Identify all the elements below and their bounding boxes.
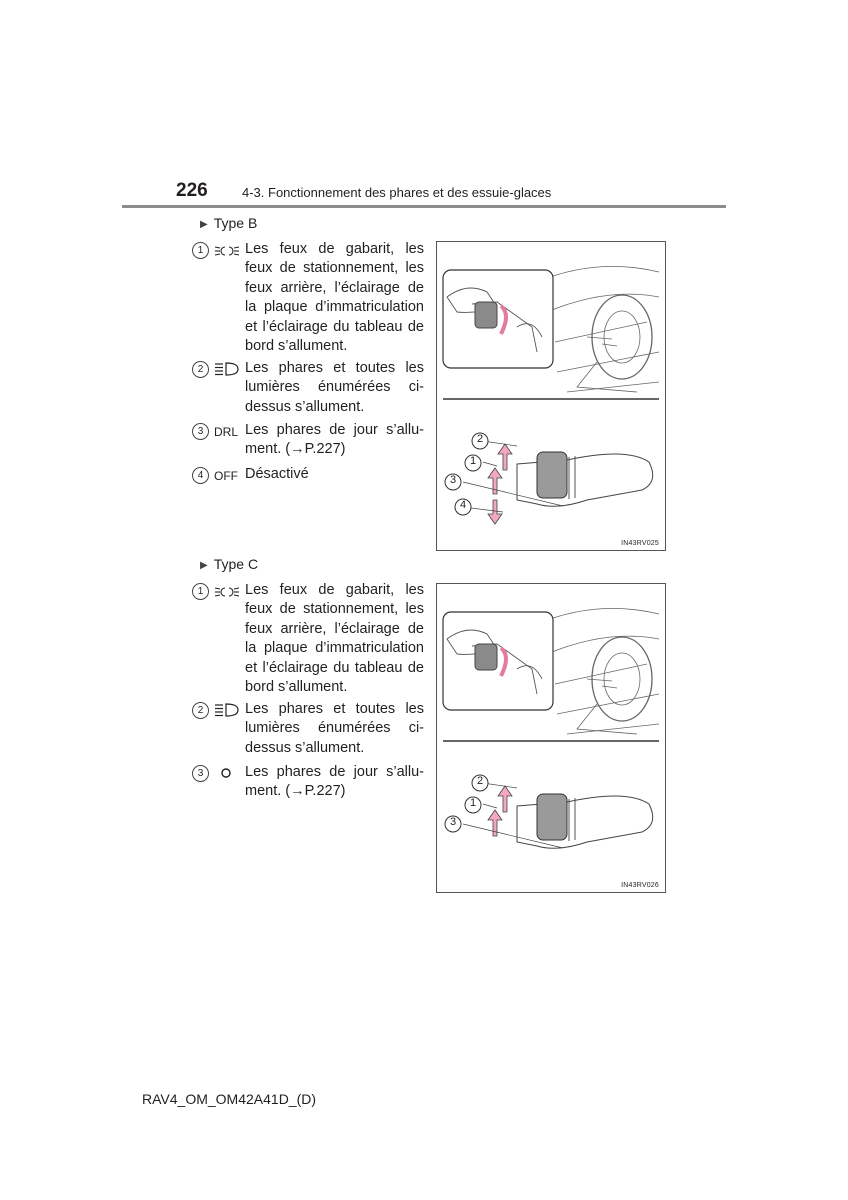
tail-light-icon	[214, 245, 242, 257]
item-number: 2	[192, 702, 209, 719]
item-text: Les feux de gabarit, les feux de stationnement, les feux arrière, l’éclairage de la plaque d’immatriculation et l’éclairage du tableau de bord s’allument.	[245, 582, 424, 696]
list-item	[192, 701, 424, 761]
section-title: 4-3. Fonctionnement des phares et des essuie-glaces	[242, 185, 552, 200]
item-text: Désactivé	[245, 466, 309, 482]
item-number: 1	[192, 583, 209, 600]
callout-number: 4	[459, 499, 467, 511]
headlight-icon	[214, 703, 242, 717]
callout-number: 1	[469, 797, 477, 809]
document-code: RAV4_OM_OM42A41D_(D)	[142, 1091, 317, 1107]
item-number: 3	[192, 765, 209, 782]
list-item	[192, 241, 424, 356]
switch-illustration-type-b	[436, 241, 666, 551]
list-item	[192, 422, 424, 464]
item-number: 3	[192, 423, 209, 440]
list-item	[192, 466, 424, 488]
item-text: Les phares et toutes les lumières énumérées ci-dessus s’allument.	[245, 701, 424, 756]
type-c-heading	[200, 556, 258, 572]
dashboard-and-lever-drawing	[437, 584, 665, 892]
item-text: Les phares de jour s’allu-ment. (→P.227)	[245, 422, 424, 458]
item-text: Les feux de gabarit, les feux de stationnement, les feux arrière, l’éclairage de la plaque d’immatriculation et l’éclairage du tableau de bord s’allument.	[245, 241, 424, 355]
list-item	[192, 582, 424, 697]
type-c-label: Type C	[213, 556, 259, 572]
callout-number: 3	[449, 474, 457, 486]
tail-light-icon	[214, 586, 242, 598]
header-divider	[122, 205, 726, 208]
off-symbol: OFF	[214, 469, 238, 483]
callout-number: 2	[476, 775, 484, 787]
auto-off-circle-icon	[220, 767, 248, 779]
list-item	[192, 764, 424, 806]
triangle-bullet-icon: ▶	[200, 219, 208, 230]
type-b-label: Type B	[213, 215, 258, 231]
drl-symbol: DRL	[214, 425, 239, 439]
type-b-heading	[200, 215, 257, 231]
callout-number: 3	[449, 816, 457, 828]
item-number: 2	[192, 361, 209, 378]
figure-code: IN43RV025	[621, 540, 659, 547]
page-number: 226	[176, 180, 208, 201]
headlight-icon	[214, 362, 242, 376]
item-text: Les phares et toutes les lumières énumérées ci-dessus s’allument.	[245, 360, 424, 415]
dashboard-and-lever-drawing	[437, 242, 665, 550]
item-text: Les phares de jour s’allu-ment. (→P.227)	[245, 764, 424, 800]
callout-number: 1	[469, 455, 477, 467]
item-number: 1	[192, 242, 209, 259]
switch-illustration-type-c	[436, 583, 666, 893]
list-item	[192, 360, 424, 420]
triangle-bullet-icon: ▶	[200, 560, 208, 571]
callout-number: 2	[476, 433, 484, 445]
item-number: 4	[192, 467, 209, 484]
figure-code: IN43RV026	[621, 882, 659, 889]
